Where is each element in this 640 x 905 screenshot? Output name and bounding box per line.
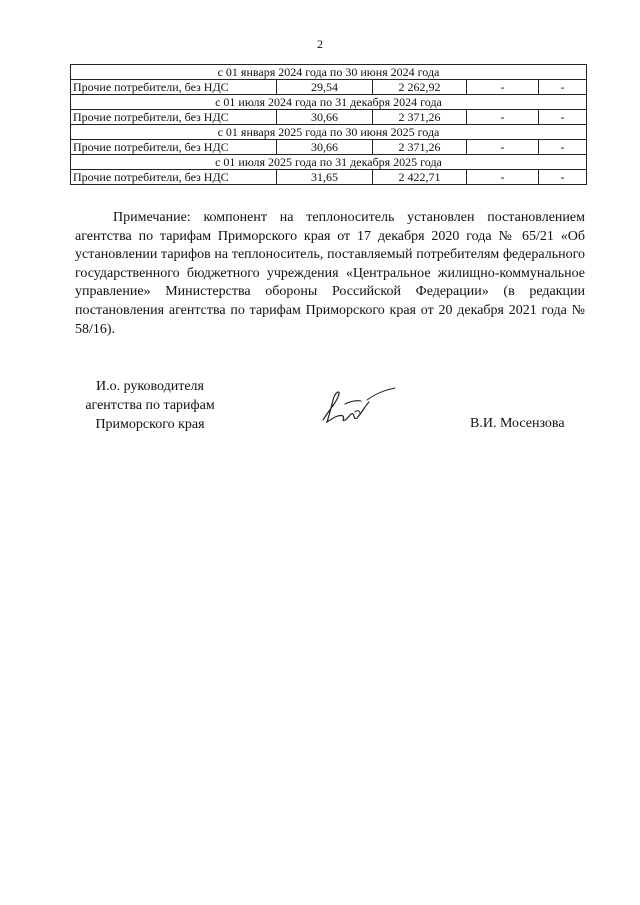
signer-title-line: агентства по тарифам — [85, 398, 215, 413]
signer-name: В.И. Мосензова — [470, 416, 565, 431]
dash-cell: - — [539, 80, 587, 95]
rate-cell: 31,65 — [277, 170, 373, 185]
period-row — [71, 125, 587, 140]
dash-cell: - — [539, 110, 587, 125]
period-row — [71, 95, 587, 110]
dash-cell: - — [467, 80, 539, 95]
dash-cell: - — [539, 140, 587, 155]
handwritten-signature — [315, 380, 405, 430]
dash-cell: - — [467, 110, 539, 125]
tariff-table — [70, 64, 587, 185]
rate-cell: 2 262,92 — [373, 80, 467, 95]
rate-cell: 30,66 — [277, 140, 373, 155]
table-row — [71, 110, 587, 125]
rate-cell: 2 371,26 — [373, 110, 467, 125]
period-cell: с 01 июля 2025 года по 31 декабря 2025 года — [71, 155, 587, 170]
table-row — [71, 140, 587, 155]
rate-cell: 2 371,26 — [373, 140, 467, 155]
signer-title — [75, 377, 225, 434]
period-row — [71, 155, 587, 170]
signer-title-line: Приморского края — [95, 417, 205, 432]
consumer-label-cell: Прочие потребители, без НДС — [71, 80, 277, 95]
dash-cell: - — [467, 170, 539, 185]
table-row — [71, 80, 587, 95]
page-number: 2 — [317, 37, 323, 51]
rate-cell: 2 422,71 — [373, 170, 467, 185]
rate-cell: 30,66 — [277, 110, 373, 125]
dash-cell: - — [539, 170, 587, 185]
consumer-label-cell: Прочие потребители, без НДС — [71, 110, 277, 125]
signer-title-line: И.о. руководителя — [95, 379, 204, 394]
period-row — [71, 65, 587, 80]
table-row — [71, 170, 587, 185]
period-cell: с 01 июля 2024 года по 31 декабря 2024 года — [71, 95, 587, 110]
consumer-label-cell: Прочие потребители, без НДС — [71, 170, 277, 185]
period-cell: с 01 января 2024 года по 30 июня 2024 года — [71, 65, 587, 80]
note-paragraph: Примечание: компонент на теплоноситель установлен постановлением агентства по тарифам Приморского края от 17 декабря 2020 года № 65/21 «Об установлении тарифов на теплоноситель, поставляемый потребителям федерального государственного бюджетного учреждения «Центральное жилищно-коммунальное управление» Министерства обороны Российской Федерации» (в редакции постановления агентства по тарифам Приморского края от 20 декабря 2021 года № 58/16). — [75, 210, 585, 337]
rate-cell: 29,54 — [277, 80, 373, 95]
consumer-label-cell: Прочие потребители, без НДС — [71, 140, 277, 155]
period-cell: с 01 января 2025 года по 30 июня 2025 года — [71, 125, 587, 140]
dash-cell: - — [467, 140, 539, 155]
